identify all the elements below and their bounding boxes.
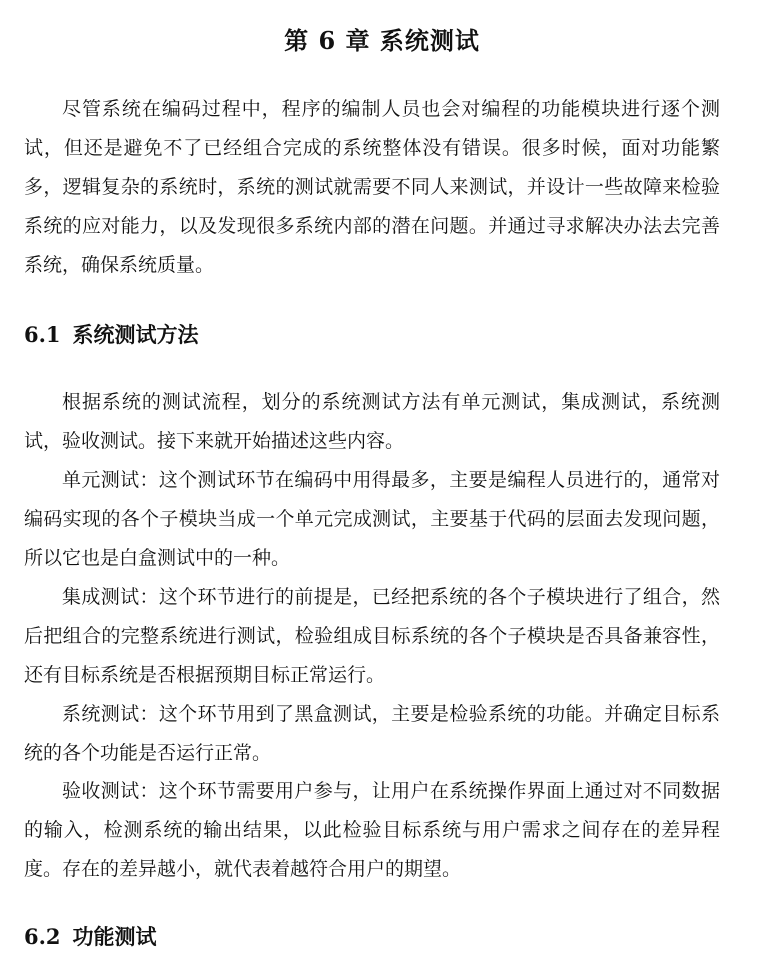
paragraph-unit-test: 单元测试：这个测试环节在编码中用得最多，主要是编程人员进行的，通常对编码实现的各个子模块当成一个单元完成测试，主要基于代码的层面去发现问题，所以它也是白盒测试中的一种。 bbox=[24, 469, 720, 569]
paragraph-integration-test: 集成测试：这个环节进行的前提是，已经把系统的各个子模块进行了组合，然后把组合的完整系统进行测试，检验组成目标系统的各个子模块是否具备兼容性，还有目标系统是否根据预期目标正常运行。 bbox=[24, 586, 720, 686]
section-6-2-heading bbox=[24, 922, 157, 952]
section-title-text: 功能测试 bbox=[72, 924, 157, 949]
section-6-1-heading bbox=[24, 320, 199, 350]
section-number: 6.1 bbox=[24, 322, 61, 347]
paragraph-acceptance-test: 验收测试：这个环节需要用户参与，让用户在系统操作界面上通过对不同数据的输入，检测系统的输出结果，以此检验目标系统与用户需求之间存在的差异程度。存在的差异越小，就代表着越符合用户的期望。 bbox=[24, 780, 720, 880]
paragraph-system-test: 系统测试：这个环节用到了黑盒测试，主要是检验系统的功能。并确定目标系统的各个功能是否运行正常。 bbox=[24, 703, 720, 764]
section-number: 6.2 bbox=[24, 924, 61, 949]
intro-paragraph: 尽管系统在编码过程中，程序的编制人员也会对编程的功能模块进行逐个测试，但还是避免不了已经组合完成的系统整体没有错误。很多时候，面对功能繁多，逻辑复杂的系统时，系统的测试就需要不同人来测试，并设计一些故障来检验系统的应对能力，以及发现很多系统内部的潜在问题。并通过寻求解决办法去完善系统，确保系统质量。 bbox=[24, 98, 720, 276]
section-title-text: 系统测试方法 bbox=[72, 322, 199, 347]
chapter-title: 第 6 章 系统测试 bbox=[284, 26, 480, 55]
paragraph-test-methods: 根据系统的测试流程，划分的系统测试方法有单元测试，集成测试，系统测试，验收测试。接下来就开始描述这些内容。 bbox=[24, 391, 720, 452]
